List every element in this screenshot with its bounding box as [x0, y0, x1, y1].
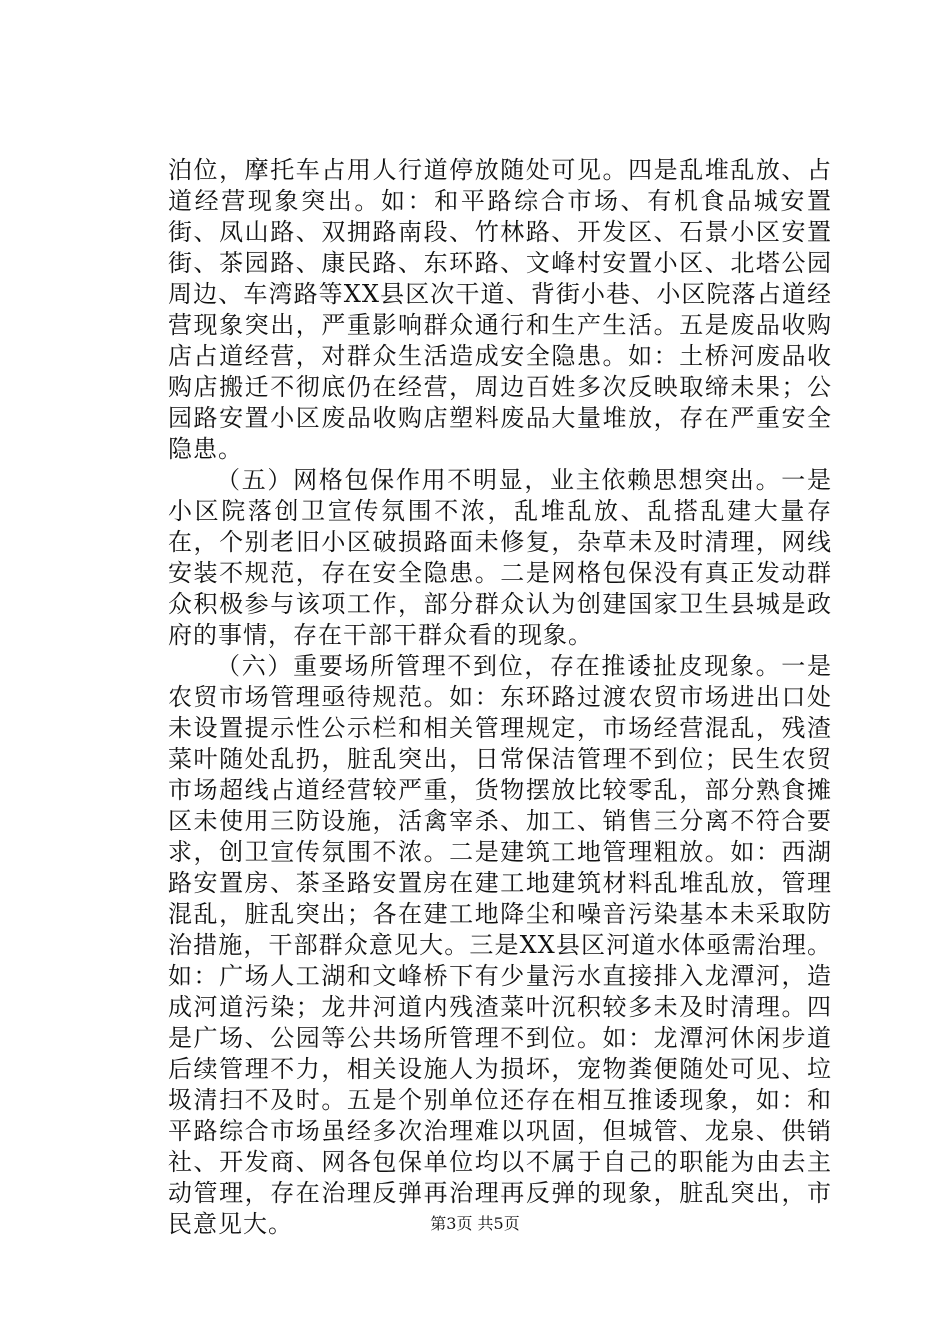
page-number-footer: 第3页 共5页 — [430, 1214, 520, 1233]
paragraph-section-6: （六）重要场所管理不到位，存在推诿扯皮现象。一是农贸市场管理亟待规范。如：东环路过渡农贸市场进出口处未设置提示性公示栏和相关管理规定，市场经营混乱，残渣菜叶随处乱扔，脏乱突出，日常保洁管理不到位；民生农贸市场超线占道经营较严重，货物摆放比较零乱，部分熟食摊区未使用三防设施，活禽宰杀、加工、销售三分离不符合要求，创卫宣传氛围不浓。二是建筑工地管理粗放。如：西湖路安置房、茶圣路安置房在建工地建筑材料乱堆乱放，管理混乱，脏乱突出；各在建工地降尘和噪音污染基本未采取防治措施，干部群众意见大。三是XX县区河道水体亟需治理。如：广场人工湖和文峰桥下有少量污水直接排入龙潭河，造成河道污染；龙井河道内残渣菜叶沉积较多未及时清理。四是广场、公园等公共场所管理不到位。如：龙潭河休闲步道后续管理不力，相关设施人为损坏，宠物粪便随处可见、垃圾清扫不及时。五是个别单位还存在相互推诿现象，如：和平路综合市场虽经多次治理难以巩固，但城管、龙泉、供销社、开发商、网各包保单位均以不属于自己的职能为由去主动管理，存在治理反弹再治理再反弹的现象，脏乱突出，市民意见大。 — [168, 652, 832, 1238]
paragraph-section-5: （五）网格包保作用不明显，业主依赖思想突出。一是小区院落创卫宣传氛围不浓，乱堆乱放、乱搭乱建大量存在，个别老旧小区破损路面未修复，杂草未及时清理，网线安装不规范，存在安全隐患。二是网格包保没有真正发动群众积极参与该项工作，部分群众认为创建国家卫生县城是政府的事情，存在干部干群众看的现象。 — [168, 466, 832, 649]
paragraph-continued: 泊位，摩托车占用人行道停放随处可见。四是乱堆乱放、占道经营现象突出。如：和平路综合市场、有机食品城安置街、凤山路、双拥路南段、竹林路、开发区、石景小区安置街、茶园路、康民路、东环路、文峰村安置小区、北塔公园周边、车湾路等XX县区次干道、背街小巷、小区院落占道经营现象突出，严重影响群众通行和生产生活。五是废品收购店占道经营，对群众生活造成安全隐患。如：土桥河废品收购店搬迁不彻底仍在经营，周边百姓多次反映取缔未果；公园路安置小区废品收购店塑料废品大量堆放，存在严重安全隐患。 — [168, 156, 832, 463]
document-body — [168, 155, 832, 1240]
